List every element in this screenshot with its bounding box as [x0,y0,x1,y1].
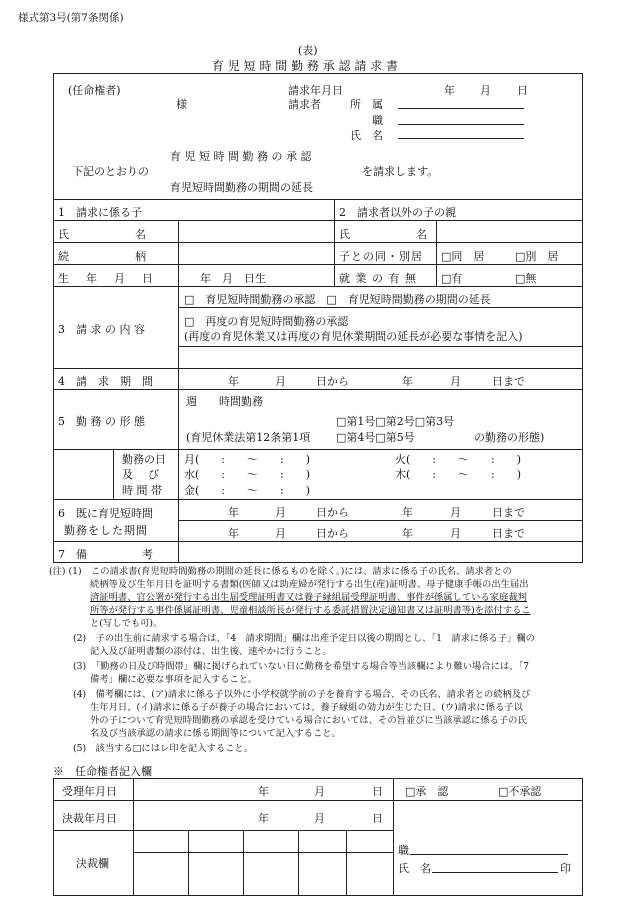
post-field[interactable] [398,124,524,125]
prior-period-2-from-month: 月 [275,527,286,540]
request-type-options[interactable]: □ 育児短時間勤務の承認 □ 育児短時間勤務の期間の延長 [184,293,491,306]
employment-no-checkbox[interactable]: □無 [515,272,537,285]
note-line: 外の子について育児短時間勤務の承認を受けている場合においては、その旨並びに当該承認に係る子の氏 [90,715,527,726]
workdays-label-1: 勤務の日 [122,453,166,466]
form-number: 様式第3号(第7条関係) [18,12,124,24]
received-day: 日 [372,785,383,798]
cohab-label: 子との同・別居 [339,250,423,263]
received-year: 年 [258,785,269,798]
appointer-section-heading: ※ 任命権者記入欄 [53,765,152,778]
period-to-year: 年 [402,375,413,388]
section5-heading: 5 勤 務 の 形 態 [58,415,145,428]
workday-mon[interactable]: 月( : 〜 : ) [184,453,310,466]
note-line: 名及び当該承認の請求に係る期間等について記入すること。 [90,728,341,739]
employment-label: 就 業 の 有 無 [339,272,417,285]
post-label: 職 [372,114,383,127]
sama-label: 様 [176,98,187,111]
section1-heading: 1 請求に係る子 [58,206,142,219]
law-items-row1[interactable]: □第1号□第2号□第3号 [336,415,455,428]
request-tail: を請求します。 [362,165,439,178]
period-to: 日まで [492,375,525,388]
appointer-name-label: 氏 名 [398,862,431,875]
note-line: 済証明書、官公署が発行する出生届受理証明書又は養子縁組届受理証明書、事件が係属している家庭裁判 [90,592,527,603]
workday-tue[interactable]: 火( : 〜 : ) [395,453,521,466]
cohab-same-checkbox[interactable]: □同 居 [441,250,485,263]
period-to-month: 月 [450,375,461,388]
note-line: (3) 「勤務の日及び時間帯」欄に掲げられていない日に勤務を希望する場合等当該欄により難い場合には、「7 [73,661,530,672]
seal-mark: 印 [560,862,571,875]
disapprove-checkbox[interactable]: □不承認 [498,785,542,798]
name-field[interactable] [398,138,524,139]
lead-text: 下記のとおりの [72,165,149,178]
note-line: 記入及び証明書類の添付は、出生後、速やかに行うこと。 [90,646,332,657]
note-line: と(写しでも可)。 [90,618,163,629]
prior-period-2-to: 日まで [492,527,525,540]
prior-period-1-to-year: 年 [402,506,413,519]
workday-fri[interactable]: 金( : 〜 : ) [184,484,310,497]
received-date-label: 受理年月日 [62,785,117,798]
workdays-label-2: 及 び [122,468,161,481]
decided-day: 日 [372,812,383,825]
law-items-row2[interactable]: □第4号□第5号 [336,431,415,444]
appointer-label: (任命権者) [68,84,121,97]
form-side-label: (表) [298,44,318,57]
cohab-separate-checkbox[interactable]: □別 居 [515,250,559,263]
request-date-label: 請求年月日 [288,84,343,97]
note-line: (注) (1) この請求書(育児短時間勤務の期間の延長に係るものを除く。)には、請求に係る子の氏名、請求者との [49,566,512,577]
section4-heading: 4 請 求 期 間 [58,375,153,388]
work-form-tail: の勤務の形態) [474,431,545,444]
name-label: 氏 名 [350,129,383,142]
prior-period-1-from: 日から [316,506,349,519]
reapproval-note: (再度の育児休業又は再度の育児休業期間の延長が必要な事情を記入) [184,330,523,343]
appointer-name-field[interactable] [432,872,558,873]
law-reference: (育児休業法第12条第1項 [186,431,311,444]
parent-name-label: 氏 名 [339,228,427,241]
dept-field[interactable] [398,108,524,109]
weekly-hours: 週 時間勤務 [186,395,263,408]
appointer-post-label: 職 [398,844,409,857]
reapproval-option[interactable]: □ 再度の育児短時間勤務の承認 [184,315,349,328]
approval-line: 育 児 短 時 間 勤 務 の 承 認 [170,150,312,163]
prior-period-1-from-month: 月 [275,506,286,519]
period-from-year: 年 [228,375,239,388]
child-name-label: 氏 名 [58,228,146,241]
prior-period-2-to-year: 年 [402,527,413,540]
request-date-day: 日 [517,84,528,97]
note-line: 備考」欄に必要な事項を記入すること。 [90,674,258,685]
child-birth-value: 年 月 日生 [200,272,266,285]
extension-line: 育児短時間勤務の期間の延長 [170,181,313,194]
workdays-label-3: 時 間 帯 [122,484,162,497]
note-line: 続柄等及び生年月日を証明する書類(医師又は助産婦が発行する出生(産)証明書、母子健康手帳の出生届出 [90,579,529,590]
prior-period-1-from-year: 年 [228,506,239,519]
workday-wed[interactable]: 水( : 〜 : ) [184,468,310,481]
employment-yes-checkbox[interactable]: □有 [441,272,463,285]
note-line: 所等が発行する事件係属証明書、児童相談所長が発行する委託措置決定通知書又は証明書等)を添付するこ [90,605,531,616]
section2-heading: 2 請求者以外の子の親 [339,206,456,219]
period-from-month: 月 [275,375,286,388]
prior-period-2-from: 日から [316,527,349,540]
decided-year: 年 [258,812,269,825]
request-date-month: 月 [480,84,491,97]
prior-period-1-to-month: 月 [450,506,461,519]
decided-month: 月 [314,812,325,825]
decided-date-label: 決裁年月日 [62,812,117,825]
dept-label: 所 属 [350,98,383,111]
section3-heading: 3 請 求 の 内 容 [58,323,145,336]
form-title: 育 児 短 時 間 勤 務 承 認 請 求 書 [212,59,398,73]
note-line: (4) 備考欄には、(ア)請求に係る子以外に小学校就学前の子を養育する場合、その氏名、請求者との続柄及び [73,689,531,700]
approve-checkbox[interactable]: □承 認 [405,785,449,798]
prior-period-1-to: 日まで [492,506,525,519]
section6-heading-2: 勤務をした期間 [64,524,148,537]
received-month: 月 [314,785,325,798]
prior-period-2-from-year: 年 [228,527,239,540]
appointer-post-field[interactable] [410,854,568,855]
child-relation-label: 続 柄 [58,250,146,263]
decision-label: 決裁欄 [76,857,109,870]
note-line: (5) 該当する□にはレ印を記入すること。 [73,743,254,754]
note-line: (2) 子の出生前に請求する場合は、「4 請求期間」欄は出産予定日以後の期間とし、「1 請求に係る子」欄の [73,633,535,644]
note-line: 生年月日、(イ)請求に係る子が養子の場合においては、養子縁組の効力が生じた日、(ウ)請求に係る子以 [90,702,523,713]
period-from: 日から [316,375,349,388]
prior-period-2-to-month: 月 [450,527,461,540]
request-date-year: 年 [444,84,455,97]
section7-heading: 7 備 考 [58,548,153,561]
section6-heading-1: 6 既に育児短時間 [58,507,153,520]
requester-label: 請求者 [288,98,321,111]
workday-thu[interactable]: 木( : 〜 : ) [395,468,521,481]
child-birth-label: 生 年 月 日 [58,272,156,285]
